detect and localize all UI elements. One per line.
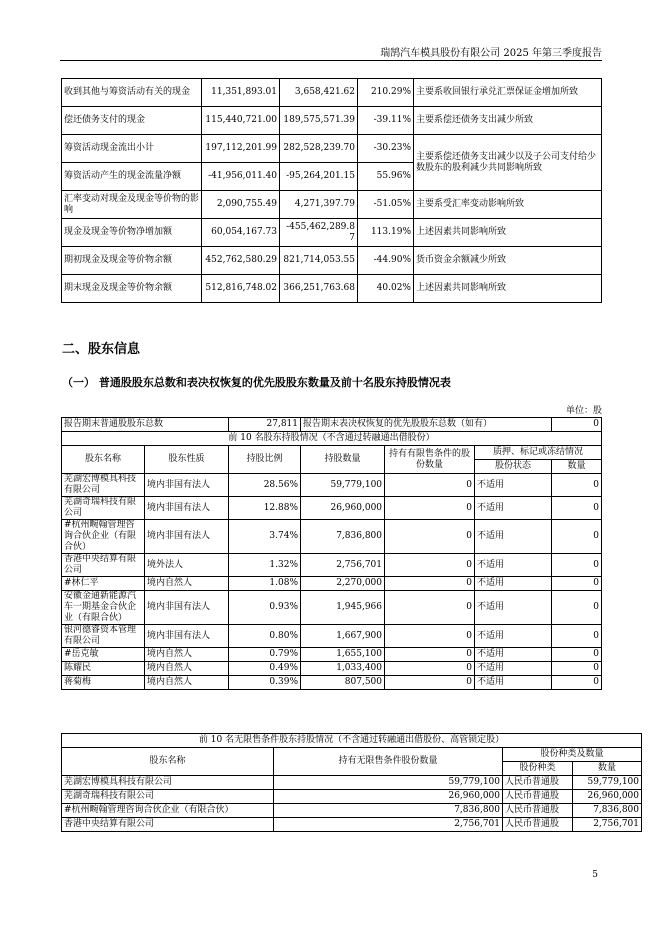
- col-type: 股份种类及数量: [503, 748, 642, 762]
- pledge-count: 0: [552, 591, 602, 625]
- table-row: [62, 662, 602, 676]
- holding-qty: 1,033,400: [301, 662, 385, 676]
- restricted-qty: 0: [385, 520, 475, 554]
- row-item: 现金及现金等价物净增加额: [62, 219, 202, 247]
- change-rate: -30.23%: [358, 135, 414, 163]
- pledge-status: 不适用: [475, 520, 552, 554]
- holder-nature: 境内自然人: [145, 648, 229, 662]
- change-reason: 主要系收回银行承兑汇票保证金增加所致: [414, 79, 602, 107]
- share-kind: 人民币普通股: [503, 790, 573, 804]
- change-reason: 上述因素共同影响所致: [414, 219, 602, 247]
- holding-ratio: 28.56%: [229, 474, 301, 497]
- table-row: [62, 191, 602, 219]
- prior-amount: 366,251,763.68: [280, 275, 358, 303]
- share-count: 2,756,701: [573, 818, 642, 832]
- top10-title: 前 10 名股东持股情况（不含通过转融通出借股份）: [62, 432, 602, 446]
- holder-name: #杭州畹翰管理咨询合伙企业（有限合伙）: [62, 804, 274, 818]
- holder-name: 银河德睿资本管理有限公司: [62, 625, 145, 648]
- share-count: 7,836,800: [573, 804, 642, 818]
- current-amount: 452,762,580.29: [202, 247, 280, 275]
- change-rate: 40.02%: [358, 275, 414, 303]
- pref-holders-value: 0: [552, 418, 602, 432]
- col-qty: 持股数量: [301, 446, 385, 474]
- pledge-count: 0: [552, 520, 602, 554]
- change-rate: -44.90%: [358, 247, 414, 275]
- pledge-status: 不适用: [475, 577, 552, 591]
- holding-ratio: 1.32%: [229, 554, 301, 577]
- holder-name: #杭州畹翰管理咨询合伙企业（有限合伙）: [62, 520, 145, 554]
- holding-qty: 807,500: [301, 676, 385, 690]
- section-title: 二、股东信息: [62, 342, 141, 357]
- holder-nature: 境内自然人: [145, 577, 229, 591]
- current-amount: 512,816,748.02: [202, 275, 280, 303]
- table-row: [62, 79, 602, 107]
- pledge-count: 0: [552, 497, 602, 520]
- change-reason: 主要系受汇率变动影响所致: [414, 191, 602, 219]
- table-row: [62, 247, 602, 275]
- holder-name: 芜湖宏博模具科技有限公司: [62, 474, 145, 497]
- pledge-count: 0: [552, 662, 602, 676]
- holding-ratio: 0.80%: [229, 625, 301, 648]
- change-rate: -39.11%: [358, 107, 414, 135]
- holder-name: #岳克敏: [62, 648, 145, 662]
- holding-qty: 1,655,100: [301, 648, 385, 662]
- holding-ratio: 12.88%: [229, 497, 301, 520]
- restricted-qty: 0: [385, 648, 475, 662]
- total-holders-label: 报告期末普通股股东总数: [62, 418, 229, 432]
- change-reason: 主要系偿还债务支出减少以及子公司支付给少数股东的股利减少共同影响所致: [414, 135, 602, 191]
- pref-holders-label: 报告期末表决权恢复的优先股股东总数（如有）: [301, 418, 552, 432]
- pledge-status: 不适用: [475, 497, 552, 520]
- prior-amount: 3,658,421.62: [280, 79, 358, 107]
- holding-qty: 1,945,966: [301, 591, 385, 625]
- restricted-qty: 0: [385, 676, 475, 690]
- holder-nature: 境内非国有法人: [145, 520, 229, 554]
- restricted-qty: 0: [385, 625, 475, 648]
- row-item: 收到其他与筹资活动有关的现金: [62, 79, 202, 107]
- restricted-qty: 0: [385, 591, 475, 625]
- row-item: 筹资活动产生的现金流量净额: [62, 163, 202, 191]
- restricted-qty: 0: [385, 554, 475, 577]
- holder-name: 安徽金通新能源汽车一期基金合伙企业（有限合伙）: [62, 591, 145, 625]
- table-row: [62, 107, 602, 135]
- holding-ratio: 0.39%: [229, 676, 301, 690]
- row-item: 偿还债务支付的现金: [62, 107, 202, 135]
- table-row: [62, 520, 602, 554]
- unrestricted-qty: 7,836,800: [274, 804, 503, 818]
- table-row: [62, 818, 642, 832]
- unrestricted-qty: 59,779,100: [274, 776, 503, 790]
- pledge-status: 不适用: [475, 474, 552, 497]
- table-row: [62, 474, 602, 497]
- holder-name: 芜湖奇瑞科技有限公司: [62, 790, 274, 804]
- pledge-count: 0: [552, 648, 602, 662]
- prior-amount: 821,714,053.55: [280, 247, 358, 275]
- table-row: [62, 554, 602, 577]
- holding-qty: 2,756,701: [301, 554, 385, 577]
- pledge-count: 0: [552, 474, 602, 497]
- holder-nature: 境外法人: [145, 554, 229, 577]
- pledge-status: 不适用: [475, 625, 552, 648]
- row-item: 期初现金及现金等价物余额: [62, 247, 202, 275]
- holder-nature: 境内自然人: [145, 662, 229, 676]
- table-row: [62, 219, 602, 247]
- change-rate: -51.05%: [358, 191, 414, 219]
- page-number: 5: [592, 870, 598, 880]
- holder-name: #林仁平: [62, 577, 145, 591]
- section-subtitle: （一） 普通股股东总数和表决权恢复的优先股股东数量及前十名股东持股情况表: [62, 376, 451, 389]
- change-reason: 主要系偿还债务支出减少所致: [414, 107, 602, 135]
- col-qty: 持有无限售条件股份数量: [274, 748, 503, 776]
- col-count: 数量: [552, 460, 602, 474]
- holder-name: 陈耀民: [62, 662, 145, 676]
- restricted-qty: 0: [385, 662, 475, 676]
- pledge-status: 不适用: [475, 676, 552, 690]
- current-amount: 2,090,755.49: [202, 191, 280, 219]
- prior-amount: 4,271,397.79: [280, 191, 358, 219]
- change-rate: 55.96%: [358, 163, 414, 191]
- share-kind: 人民币普通股: [503, 804, 573, 818]
- shareholder-table: [61, 417, 602, 690]
- col-name: 股东名称: [62, 446, 145, 474]
- pledge-status: 不适用: [475, 648, 552, 662]
- col-restricted: 持有有限售条件的股份数量: [385, 446, 475, 474]
- prior-amount: 282,528,239.70: [280, 135, 358, 163]
- holder-nature: 境内非国有法人: [145, 625, 229, 648]
- row-item: 筹资活动现金流出小计: [62, 135, 202, 163]
- holding-qty: 7,836,800: [301, 520, 385, 554]
- share-count: 59,779,100: [573, 776, 642, 790]
- col-kind: 股份种类: [503, 762, 573, 776]
- unrestricted-qty: 2,756,701: [274, 818, 503, 832]
- holder-name: 芜湖宏博模具科技有限公司: [62, 776, 274, 790]
- holding-qty: 2,270,000: [301, 577, 385, 591]
- pledge-status: 不适用: [475, 591, 552, 625]
- pledge-status: 不适用: [475, 662, 552, 676]
- holding-ratio: 0.93%: [229, 591, 301, 625]
- col-name: 股东名称: [62, 748, 274, 776]
- pledge-count: 0: [552, 625, 602, 648]
- holding-qty: 1,667,900: [301, 625, 385, 648]
- restricted-qty: 0: [385, 497, 475, 520]
- pledge-count: 0: [552, 676, 602, 690]
- current-amount: -41,956,011.40: [202, 163, 280, 191]
- row-item: 期末现金及现金等价物余额: [62, 275, 202, 303]
- change-reason: 货币资金余额减少所致: [414, 247, 602, 275]
- holding-ratio: 3.74%: [229, 520, 301, 554]
- current-amount: 197,112,201.99: [202, 135, 280, 163]
- holding-qty: 26,960,000: [301, 497, 385, 520]
- table-row: [62, 790, 642, 804]
- holder-name: 蒋菊梅: [62, 676, 145, 690]
- table-row: [62, 648, 602, 662]
- table-row: [62, 676, 602, 690]
- pledge-status: 不适用: [475, 554, 552, 577]
- table-row: [62, 497, 602, 520]
- unit-label: 单位：股: [565, 406, 602, 416]
- table-row: [62, 625, 602, 648]
- prior-amount: -455,462,289.87: [280, 219, 358, 247]
- pledge-count: 0: [552, 554, 602, 577]
- table-row: [62, 135, 602, 163]
- cashflow-table: [61, 78, 602, 303]
- table-row: [62, 275, 602, 303]
- col-pledge: 质押、标记或冻结情况: [475, 446, 602, 460]
- table-row: [62, 591, 602, 625]
- row-item: 汇率变动对现金及现金等价物的影响: [62, 191, 202, 219]
- unrestricted-title: 前 10 名无限售条件股东持股情况（不含通过转融通出借股份、高管锁定股）: [62, 734, 642, 748]
- current-amount: 115,440,721.00: [202, 107, 280, 135]
- change-rate: 210.29%: [358, 79, 414, 107]
- holder-nature: 境内非国有法人: [145, 591, 229, 625]
- holder-name: 香港中央结算有限公司: [62, 818, 274, 832]
- holding-ratio: 0.79%: [229, 648, 301, 662]
- total-holders-value: 27,811: [229, 418, 301, 432]
- holding-ratio: 1.08%: [229, 577, 301, 591]
- restricted-qty: 0: [385, 474, 475, 497]
- holder-name: 香港中央结算有限公司: [62, 554, 145, 577]
- current-amount: 60,054,167.73: [202, 219, 280, 247]
- table-row: [62, 577, 602, 591]
- col-count: 数量: [573, 762, 642, 776]
- prior-amount: 189,575,571.39: [280, 107, 358, 135]
- current-amount: 11,351,893.01: [202, 79, 280, 107]
- header-divider: [60, 60, 602, 61]
- table-row: [62, 804, 642, 818]
- change-reason: 上述因素共同影响所致: [414, 275, 602, 303]
- change-rate: 113.19%: [358, 219, 414, 247]
- table-row: [62, 776, 642, 790]
- holder-name: 芜湖奇瑞科技有限公司: [62, 497, 145, 520]
- restricted-qty: 0: [385, 577, 475, 591]
- pledge-count: 0: [552, 577, 602, 591]
- share-kind: 人民币普通股: [503, 776, 573, 790]
- holder-nature: 境内非国有法人: [145, 497, 229, 520]
- holder-nature: 境内自然人: [145, 676, 229, 690]
- share-kind: 人民币普通股: [503, 818, 573, 832]
- share-count: 26,960,000: [573, 790, 642, 804]
- unrestricted-qty: 26,960,000: [274, 790, 503, 804]
- col-ratio: 持股比例: [229, 446, 301, 474]
- unrestricted-table: [61, 733, 642, 832]
- page-header: 瑞鹄汽车模具股份有限公司 2025 年第三季度报告: [380, 48, 602, 59]
- col-nature: 股东性质: [145, 446, 229, 474]
- prior-amount: -95,264,201.15: [280, 163, 358, 191]
- holder-nature: 境内非国有法人: [145, 474, 229, 497]
- holding-ratio: 0.49%: [229, 662, 301, 676]
- col-status: 股份状态: [475, 460, 552, 474]
- holding-qty: 59,779,100: [301, 474, 385, 497]
